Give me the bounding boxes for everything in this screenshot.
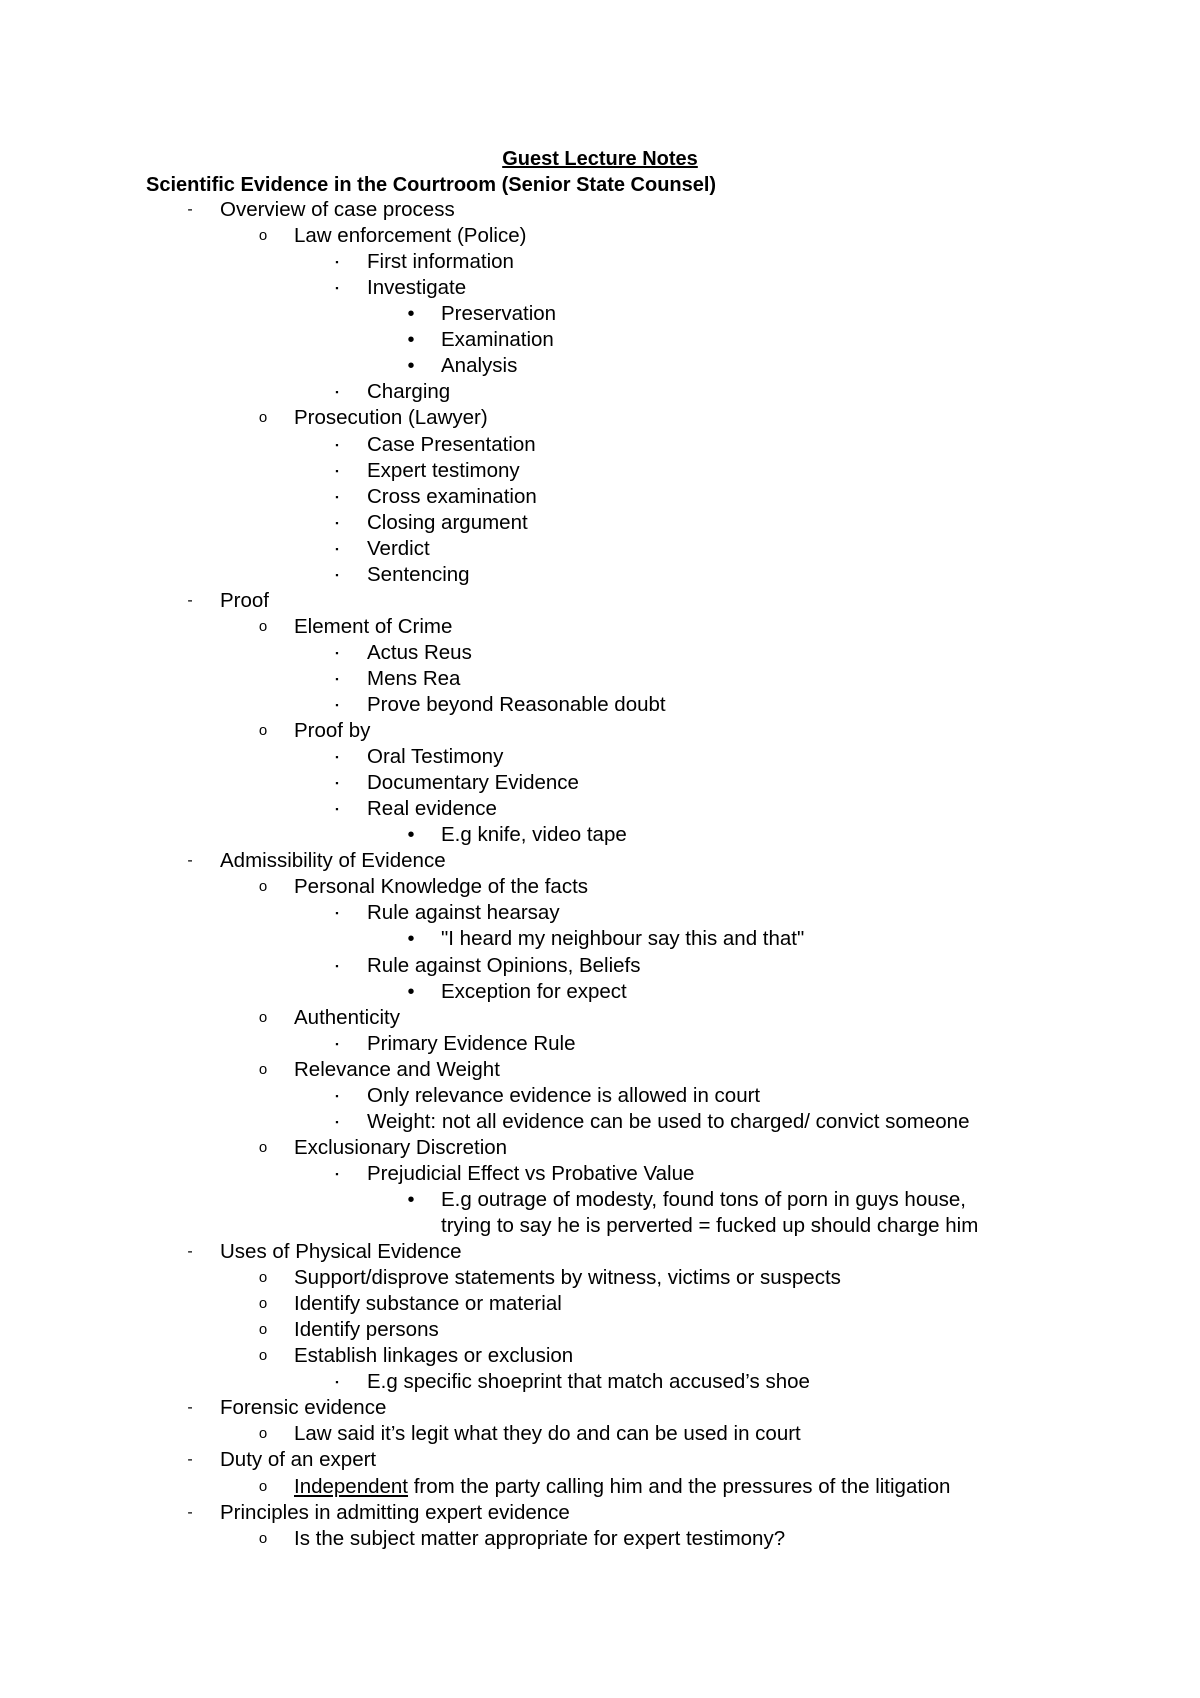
- outline-item-text: Support/disprove statements by witness, victims or suspects: [294, 1266, 841, 1289]
- bullet-marker: ▪: [335, 673, 339, 684]
- outline-item-level-3: [335, 458, 520, 484]
- outline-item-text: Weight: not all evidence can be used to charged/ convict someone: [367, 1109, 970, 1133]
- outline-item-text: Verdict: [367, 536, 430, 560]
- outline-item-text: Relevance and Weight: [294, 1057, 500, 1081]
- outline-item-text: Identify substance or material: [294, 1292, 562, 1316]
- outline-item-text: Expert testimony: [367, 458, 520, 482]
- outline-item-level-2: [258, 1057, 500, 1083]
- outline-item-level-3: [335, 510, 528, 536]
- bullet-marker: ▪: [335, 908, 339, 919]
- outline-item-level-2: [258, 1005, 400, 1031]
- bullet-marker: o: [258, 1138, 268, 1156]
- outline-item-text: Law enforcement (Police): [294, 224, 527, 248]
- outline-item-level-3: [335, 275, 467, 301]
- bullet-marker: o: [258, 1008, 268, 1026]
- outline-item-level-3: [335, 1109, 970, 1135]
- bullet-marker: o: [258, 722, 268, 739]
- outline-item-level-3: [335, 562, 470, 588]
- bullet-marker: ▪: [335, 960, 339, 971]
- outline-item-level-3: [335, 1161, 695, 1187]
- bullet-marker: •: [407, 928, 415, 951]
- document-subtitle: Scientific Evidence in the Courtroom (Senior State Counsel): [146, 174, 717, 196]
- bullet-marker: o: [258, 1347, 268, 1365]
- outline-item-level-4: [407, 926, 805, 952]
- outline-item-level-2: [258, 1265, 841, 1291]
- outline-item-level-2: [258, 1343, 574, 1369]
- outline-item-level-2: [258, 1526, 786, 1552]
- outline-item-text: Documentary Evidence: [367, 771, 579, 795]
- bullet-marker: •: [407, 303, 415, 326]
- outline-item-text: Exception for expect: [441, 979, 627, 1003]
- outline-item-level-4: [407, 353, 518, 379]
- outline-item-text: Authenticity: [294, 1005, 400, 1029]
- outline-item-text: Prove beyond Reasonable doubt: [367, 693, 666, 716]
- bullet-marker: ▪: [335, 491, 339, 502]
- bullet-marker: •: [407, 824, 415, 847]
- bullet-marker: ▪: [335, 752, 339, 763]
- outline-item-text: Admissibility of Evidence: [220, 849, 446, 873]
- outline-item-level-3: [335, 900, 560, 926]
- outline-item-level-4: [407, 327, 554, 353]
- outline-item-level-4: [441, 1213, 978, 1239]
- outline-item-level-3: [335, 770, 579, 796]
- outline-item-text: Identify persons: [294, 1318, 439, 1342]
- outline-item-text: Sentencing: [367, 562, 470, 586]
- bullet-marker: o: [258, 1060, 268, 1078]
- outline-item-level-1: [187, 1395, 387, 1421]
- outline-item-text: E.g specific shoeprint that match accused’s shoe: [367, 1370, 810, 1394]
- outline-item-text: Preservation: [441, 302, 557, 326]
- bullet-marker: -: [187, 1503, 193, 1521]
- outline-item-level-1: [187, 848, 446, 874]
- outline-item-text: Oral Testimony: [367, 745, 504, 769]
- outline-item-text: Prosecution (Lawyer): [294, 406, 488, 430]
- outline-item-level-2: [258, 874, 589, 900]
- outline-item-level-4: [407, 301, 557, 327]
- outline-item-text: Proof: [220, 588, 269, 612]
- bullet-marker: ▪: [335, 778, 339, 789]
- outline-item-level-3: [335, 744, 504, 770]
- outline-item-level-2: [258, 614, 453, 640]
- outline-item-text: trying to say he is perverted = fucked up should charge him: [441, 1214, 979, 1237]
- outline-item-text: from the party calling him and the pressures of the litigation: [408, 1474, 951, 1498]
- outline-item-level-4: [407, 822, 627, 848]
- outline-item-text: Examination: [441, 328, 554, 352]
- bullet-marker: ▪: [335, 647, 339, 658]
- bullet-marker: ▪: [335, 804, 339, 815]
- outline-item-text: Real evidence: [367, 797, 497, 821]
- bullet-marker: o: [258, 1321, 268, 1339]
- outline-item-level-1: [187, 197, 455, 223]
- outline-item-level-3: [335, 1369, 810, 1395]
- bullet-marker: ▪: [335, 465, 339, 476]
- outline-item-level-3: [335, 953, 641, 979]
- outline-item-text: Investigate: [367, 276, 467, 300]
- outline-item-text: "I heard my neighbour say this and that": [441, 927, 805, 951]
- outline-item-text: Primary Evidence Rule: [367, 1031, 576, 1055]
- outline-item-level-2: [258, 223, 527, 249]
- bullet-marker: ▪: [335, 439, 339, 450]
- outline-item-level-1: [187, 1239, 462, 1265]
- bullet-marker: •: [407, 1188, 415, 1211]
- outline-item-text: Duty of an expert: [220, 1448, 377, 1472]
- outline-item-text: Element of Crime: [294, 614, 453, 638]
- bullet-marker: -: [187, 1399, 193, 1417]
- outline-item-text: E.g outrage of modesty, found tons of porn in guys house,: [441, 1187, 966, 1211]
- bullet-marker: ▪: [335, 1116, 339, 1127]
- outline-item-level-1: [187, 1500, 570, 1526]
- outline-item-text: Rule against Opinions, Beliefs: [367, 953, 641, 977]
- bullet-marker: -: [187, 201, 193, 218]
- bullet-marker: ▪: [335, 387, 339, 398]
- bullet-marker: ▪: [335, 1090, 339, 1101]
- outline-item-level-3: [335, 249, 514, 275]
- outline-item-level-3: [335, 666, 461, 692]
- outline-item-level-1: [187, 588, 269, 614]
- outline-item-text: Is the subject matter appropriate for expert testimony?: [294, 1526, 786, 1550]
- outline-item-text: Establish linkages or exclusion: [294, 1344, 574, 1368]
- outline-item-text: Law said it’s legit what they do and can be used in court: [294, 1422, 801, 1446]
- outline-item-level-3: [335, 640, 472, 666]
- outline-item-text: Only relevance evidence is allowed in court: [367, 1083, 761, 1107]
- outline-item-text: Personal Knowledge of the facts: [294, 875, 589, 899]
- outline-item-text: Principles in admitting expert evidence: [220, 1500, 570, 1524]
- bullet-marker: o: [258, 878, 268, 896]
- bullet-marker: •: [407, 329, 415, 352]
- outline-item-level-3: [335, 379, 451, 405]
- outline-item-level-2: [258, 405, 488, 431]
- outline-item-text: Charging: [367, 380, 451, 404]
- bullet-marker: o: [258, 409, 268, 427]
- bullet-marker: -: [187, 1451, 193, 1469]
- outline-item-text: Prejudicial Effect vs Probative Value: [367, 1161, 695, 1185]
- outline-item-level-2: [258, 1291, 562, 1317]
- outline-item-level-3: [335, 484, 537, 510]
- outline-item-level-3: [335, 1031, 576, 1057]
- outline-item-text: Uses of Physical Evidence: [220, 1240, 462, 1263]
- outline-item-level-3: [335, 1083, 761, 1109]
- bullet-marker: -: [187, 591, 193, 609]
- outline-item-text: Case Presentation: [367, 432, 536, 456]
- bullet-marker: ▪: [335, 283, 339, 294]
- outline-item-text: E.g knife, video tape: [441, 823, 627, 847]
- outline-item-text: Forensic evidence: [220, 1396, 387, 1420]
- bullet-marker: ▪: [335, 1038, 339, 1049]
- bullet-marker: ▪: [335, 517, 339, 528]
- bullet-marker: o: [258, 1425, 268, 1443]
- bullet-marker: o: [258, 1529, 268, 1547]
- bullet-marker: -: [187, 852, 193, 870]
- bullet-marker: •: [407, 980, 415, 1003]
- outline-item-text: Mens Rea: [367, 666, 461, 690]
- bullet-marker: ▪: [335, 1377, 339, 1388]
- bullet-marker: -: [187, 1243, 193, 1260]
- outline-item-text: Rule against hearsay: [367, 901, 560, 925]
- bullet-marker: ▪: [335, 1168, 339, 1179]
- outline-item-level-2: [258, 1474, 951, 1500]
- bullet-marker: •: [407, 355, 415, 378]
- bullet-marker: ▪: [335, 569, 339, 580]
- outline-item-level-2: [258, 1135, 508, 1161]
- outline-item-text: Exclusionary Discretion: [294, 1135, 508, 1159]
- bullet-marker: ▪: [335, 257, 339, 268]
- outline-item-level-4: [407, 1187, 966, 1213]
- outline-item-level-3: [335, 432, 536, 458]
- outline-item-level-2: [258, 1421, 801, 1447]
- outline-item-level-2: [258, 1317, 439, 1343]
- outline-item-text: Overview of case process: [220, 198, 455, 221]
- outline-item-level-3: [335, 536, 430, 562]
- bullet-marker: ▪: [335, 700, 339, 710]
- bullet-marker: o: [258, 1477, 268, 1495]
- outline-item-text: Analysis: [441, 354, 518, 378]
- outline-item-level-4: [407, 979, 627, 1005]
- outline-item-level-3: [335, 692, 666, 718]
- bullet-marker: ▪: [335, 543, 339, 554]
- bullet-marker: o: [258, 617, 268, 635]
- outline-item-level-1: [187, 1447, 377, 1473]
- outline-item-text: Proof by: [294, 719, 371, 742]
- bullet-marker: o: [258, 227, 268, 245]
- outline-item-text: First information: [367, 250, 514, 274]
- outline-item-text: Actus Reus: [367, 640, 472, 664]
- bullet-marker: o: [258, 1295, 268, 1313]
- outline-item-text: Closing argument: [367, 510, 528, 534]
- outline-item-level-2: [258, 718, 371, 744]
- document-title: Guest Lecture Notes: [502, 148, 698, 170]
- underlined-text: Independent: [294, 1474, 409, 1498]
- bullet-marker: o: [258, 1269, 268, 1286]
- outline-item-level-3: [335, 796, 497, 822]
- outline-item-text: Cross examination: [367, 484, 537, 508]
